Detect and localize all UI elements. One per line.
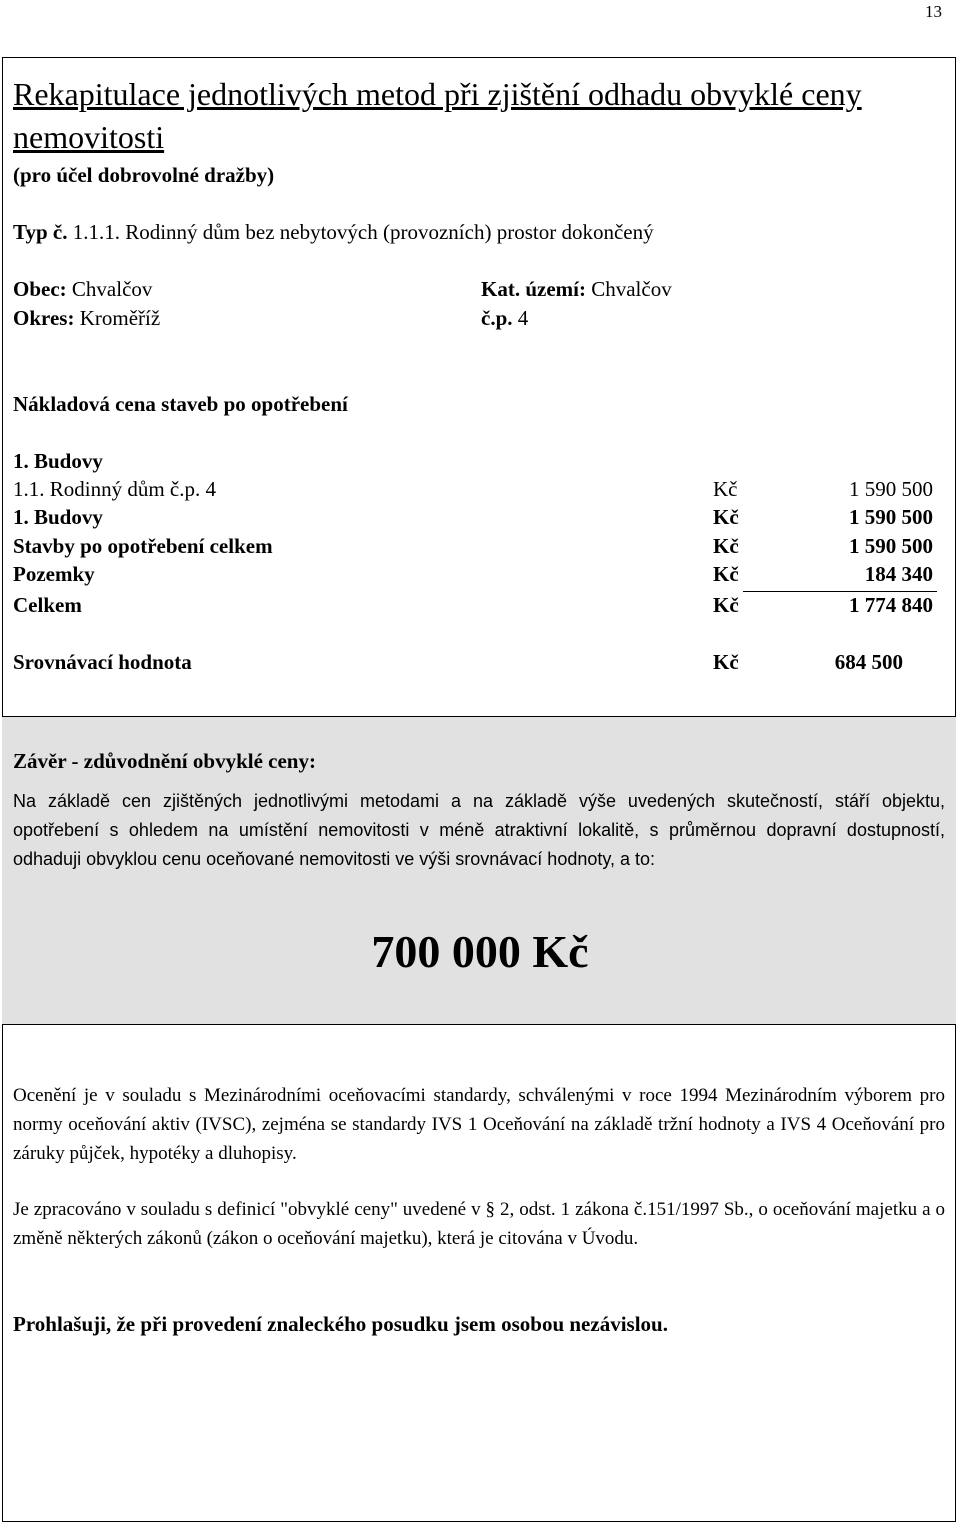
- comparison-value-currency: Kč: [713, 650, 739, 674]
- comparison-value: 684 500: [834, 650, 903, 674]
- obec-line: [13, 277, 152, 302]
- cost-row-currency: Kč: [713, 477, 738, 501]
- cost-row-currency: Kč: [713, 534, 739, 558]
- cost-group-heading: 1. Budovy: [13, 449, 103, 473]
- cost-row-value: 184 340: [864, 562, 933, 586]
- final-value: 700 000 Kč: [371, 926, 589, 977]
- comparison-value-label: Srovnávací hodnota: [13, 650, 192, 674]
- cost-row-value: 1 590 500: [849, 534, 933, 558]
- sum-underline: [743, 591, 937, 592]
- kat-label: Kat. území:: [481, 277, 586, 301]
- cost-row-currency: Kč: [713, 562, 739, 586]
- cp-label: č.p.: [481, 306, 513, 330]
- legal-paragraph: Je zpracováno v souladu s definicí "obvyklé ceny" uvedené v § 2, odst. 1 zákona č.151/1997 Sb., o oceňování majetku a o změně některých zákonů (zákon o oceňování majetku), která je citována v Úvodu.: [13, 1199, 945, 1249]
- subtitle: (pro účel dobrovolné dražby): [13, 163, 275, 187]
- cost-row-value: 1 590 500: [849, 505, 933, 529]
- cost-row-label: 1. Budovy: [13, 505, 103, 529]
- cost-row-label: Stavby po opotřebení celkem: [13, 534, 273, 558]
- cost-row-label: Pozemky: [13, 562, 95, 586]
- okres-line: [13, 306, 160, 331]
- typ-label: Typ č.: [13, 220, 68, 244]
- cost-row-label: 1.1. Rodinný dům č.p. 4: [13, 477, 216, 501]
- okres-value: Kroměříž: [79, 306, 161, 330]
- kat-value: Chvalčov: [591, 277, 672, 301]
- typ-value: 1.1.1. Rodinný dům bez nebytových (provozních) prostor dokončený: [72, 220, 654, 244]
- okres-label: Okres:: [13, 306, 75, 330]
- cost-row-label: Celkem: [13, 593, 82, 617]
- page-title: Rekapitulace jednotlivých metod při zjištění odhadu obvyklé ceny nemovitosti: [13, 76, 862, 155]
- page-number: 13: [925, 2, 942, 21]
- cp-value: 4: [517, 306, 529, 330]
- cost-row-value: 1 774 840: [849, 593, 933, 617]
- conclusion-heading: Závěr - zdůvodnění obvyklé ceny:: [13, 749, 316, 773]
- obec-label: Obec:: [13, 277, 67, 301]
- obec-value: Chvalčov: [71, 277, 153, 301]
- cost-row-currency: Kč: [713, 593, 739, 617]
- typ-line: [13, 220, 654, 245]
- conclusion-text: Na základě cen zjištěných jednotlivými metodami a na základě výše uvedených skutečností, stáří objektu, opotřebení s ohledem na umístění nemovitosti v méně atraktivní lokalitě, s průměrnou dopravní dostupností, odhaduji obvyklou cenu oceňované nemovitosti ve výši srovnávací hodnoty, a to:: [13, 791, 945, 869]
- cost-row-currency: Kč: [713, 505, 739, 529]
- cost-row-value: 1 590 500: [849, 477, 933, 501]
- cost-section-heading: Nákladová cena staveb po opotřebení: [13, 392, 348, 416]
- cp-line: [481, 306, 528, 331]
- kat-line: [481, 277, 672, 302]
- standards-paragraph: Ocenění je v souladu s Mezinárodními oceňovacími standardy, schválenými v roce 1994 Mezinárodním výborem pro normy oceňování aktiv (IVSC), zejména se standardy IVS 1 Oceňování na základě tržní hodnoty a IVS 4 Oceňování pro záruky půjček, hypotéky a dluhopisy.: [13, 1085, 945, 1164]
- declaration: Prohlašuji, že při provedení znaleckého posudku jsem osobou nezávislou.: [13, 1312, 668, 1336]
